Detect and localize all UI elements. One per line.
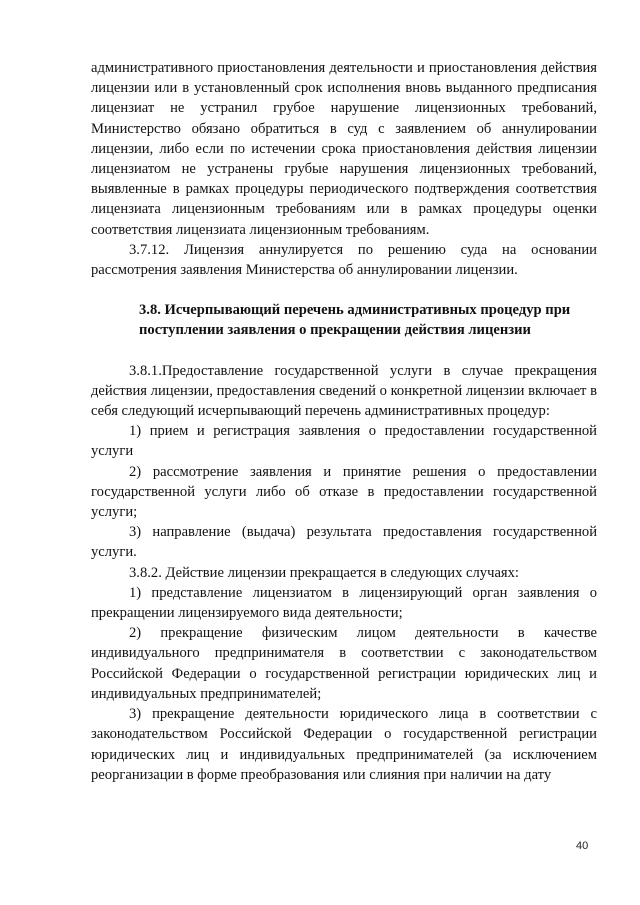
paragraph-3-8-2: 3.8.2. Действие лицензии прекращается в следующих случаях: [129,564,519,581]
page-number: 40 [576,840,589,852]
paragraph-3-7-12: 3.7.12. Лицензия аннулируется по решению суда на основании рассмотрения заявления Министерства об аннулировании лицензии. [91,241,597,279]
section-heading-3-8 [91,300,597,340]
list-item-2: 2) рассмотрение заявления и принятие решения о предоставлении государственной услуги либо об отказе в предоставлении государственной услуги; [91,463,597,521]
list-item-1: 1) прием и регистрация заявления о предоставлении государственной услуги [91,423,597,460]
case-item-3: 3) прекращение деятельности юридического лица в соответствии с законодательством Российской Федерации о государственной регистрации юридических лиц и индивидуальных предпринимателей (за исключением реорганизации в форме преобразования или слияния при наличии на дату [91,706,597,783]
case-item-1: 1) представление лицензиатом в лицензирующий орган заявления о прекращении лицензируемого вида деятельности; [91,584,597,622]
section-heading-line-2: поступлении заявления о прекращении действия лицензии [139,322,531,339]
paragraph-continuation: административного приостановления деятельности и приостановления действия лицензии или в установленный срок исполнения вновь выданного предписания лицензиат не устранил грубое нарушение лицензионных требований, Министерство обязано обратиться в суд с заявлением об аннулировании лицензии, либо если по истечении срока приостановления действия лицензии лицензиатом не устранены грубые нарушения лицензионных требований, выявленные в рамках процедуры периодического подтверждения соответствия лицензиата лицензионным требованиям или в рамках процедуры оценки соответствия лицензиата лицензионным требованиям. [91,60,597,238]
list-item-3: 3) направление (выдача) результата предоставления государственной услуги. [91,524,597,561]
case-item-2: 2) прекращение физическим лицом деятельности в качестве индивидуального предпринимателя в соответствии с законодательством Российской Федерации о государственной регистрации юридических лиц и индивидуальных предпринимателей; [91,625,597,702]
document-page [91,58,597,785]
paragraph-3-8-1: 3.8.1.Предоставление государственной услуги в случае прекращения действия лицензии, предоставления сведений о конкретной лицензии включает в себя следующий исчерпывающий перечень административных процедур: [91,362,597,420]
section-heading-line-1: 3.8. Исчерпывающий перечень административных процедур при [139,302,571,319]
